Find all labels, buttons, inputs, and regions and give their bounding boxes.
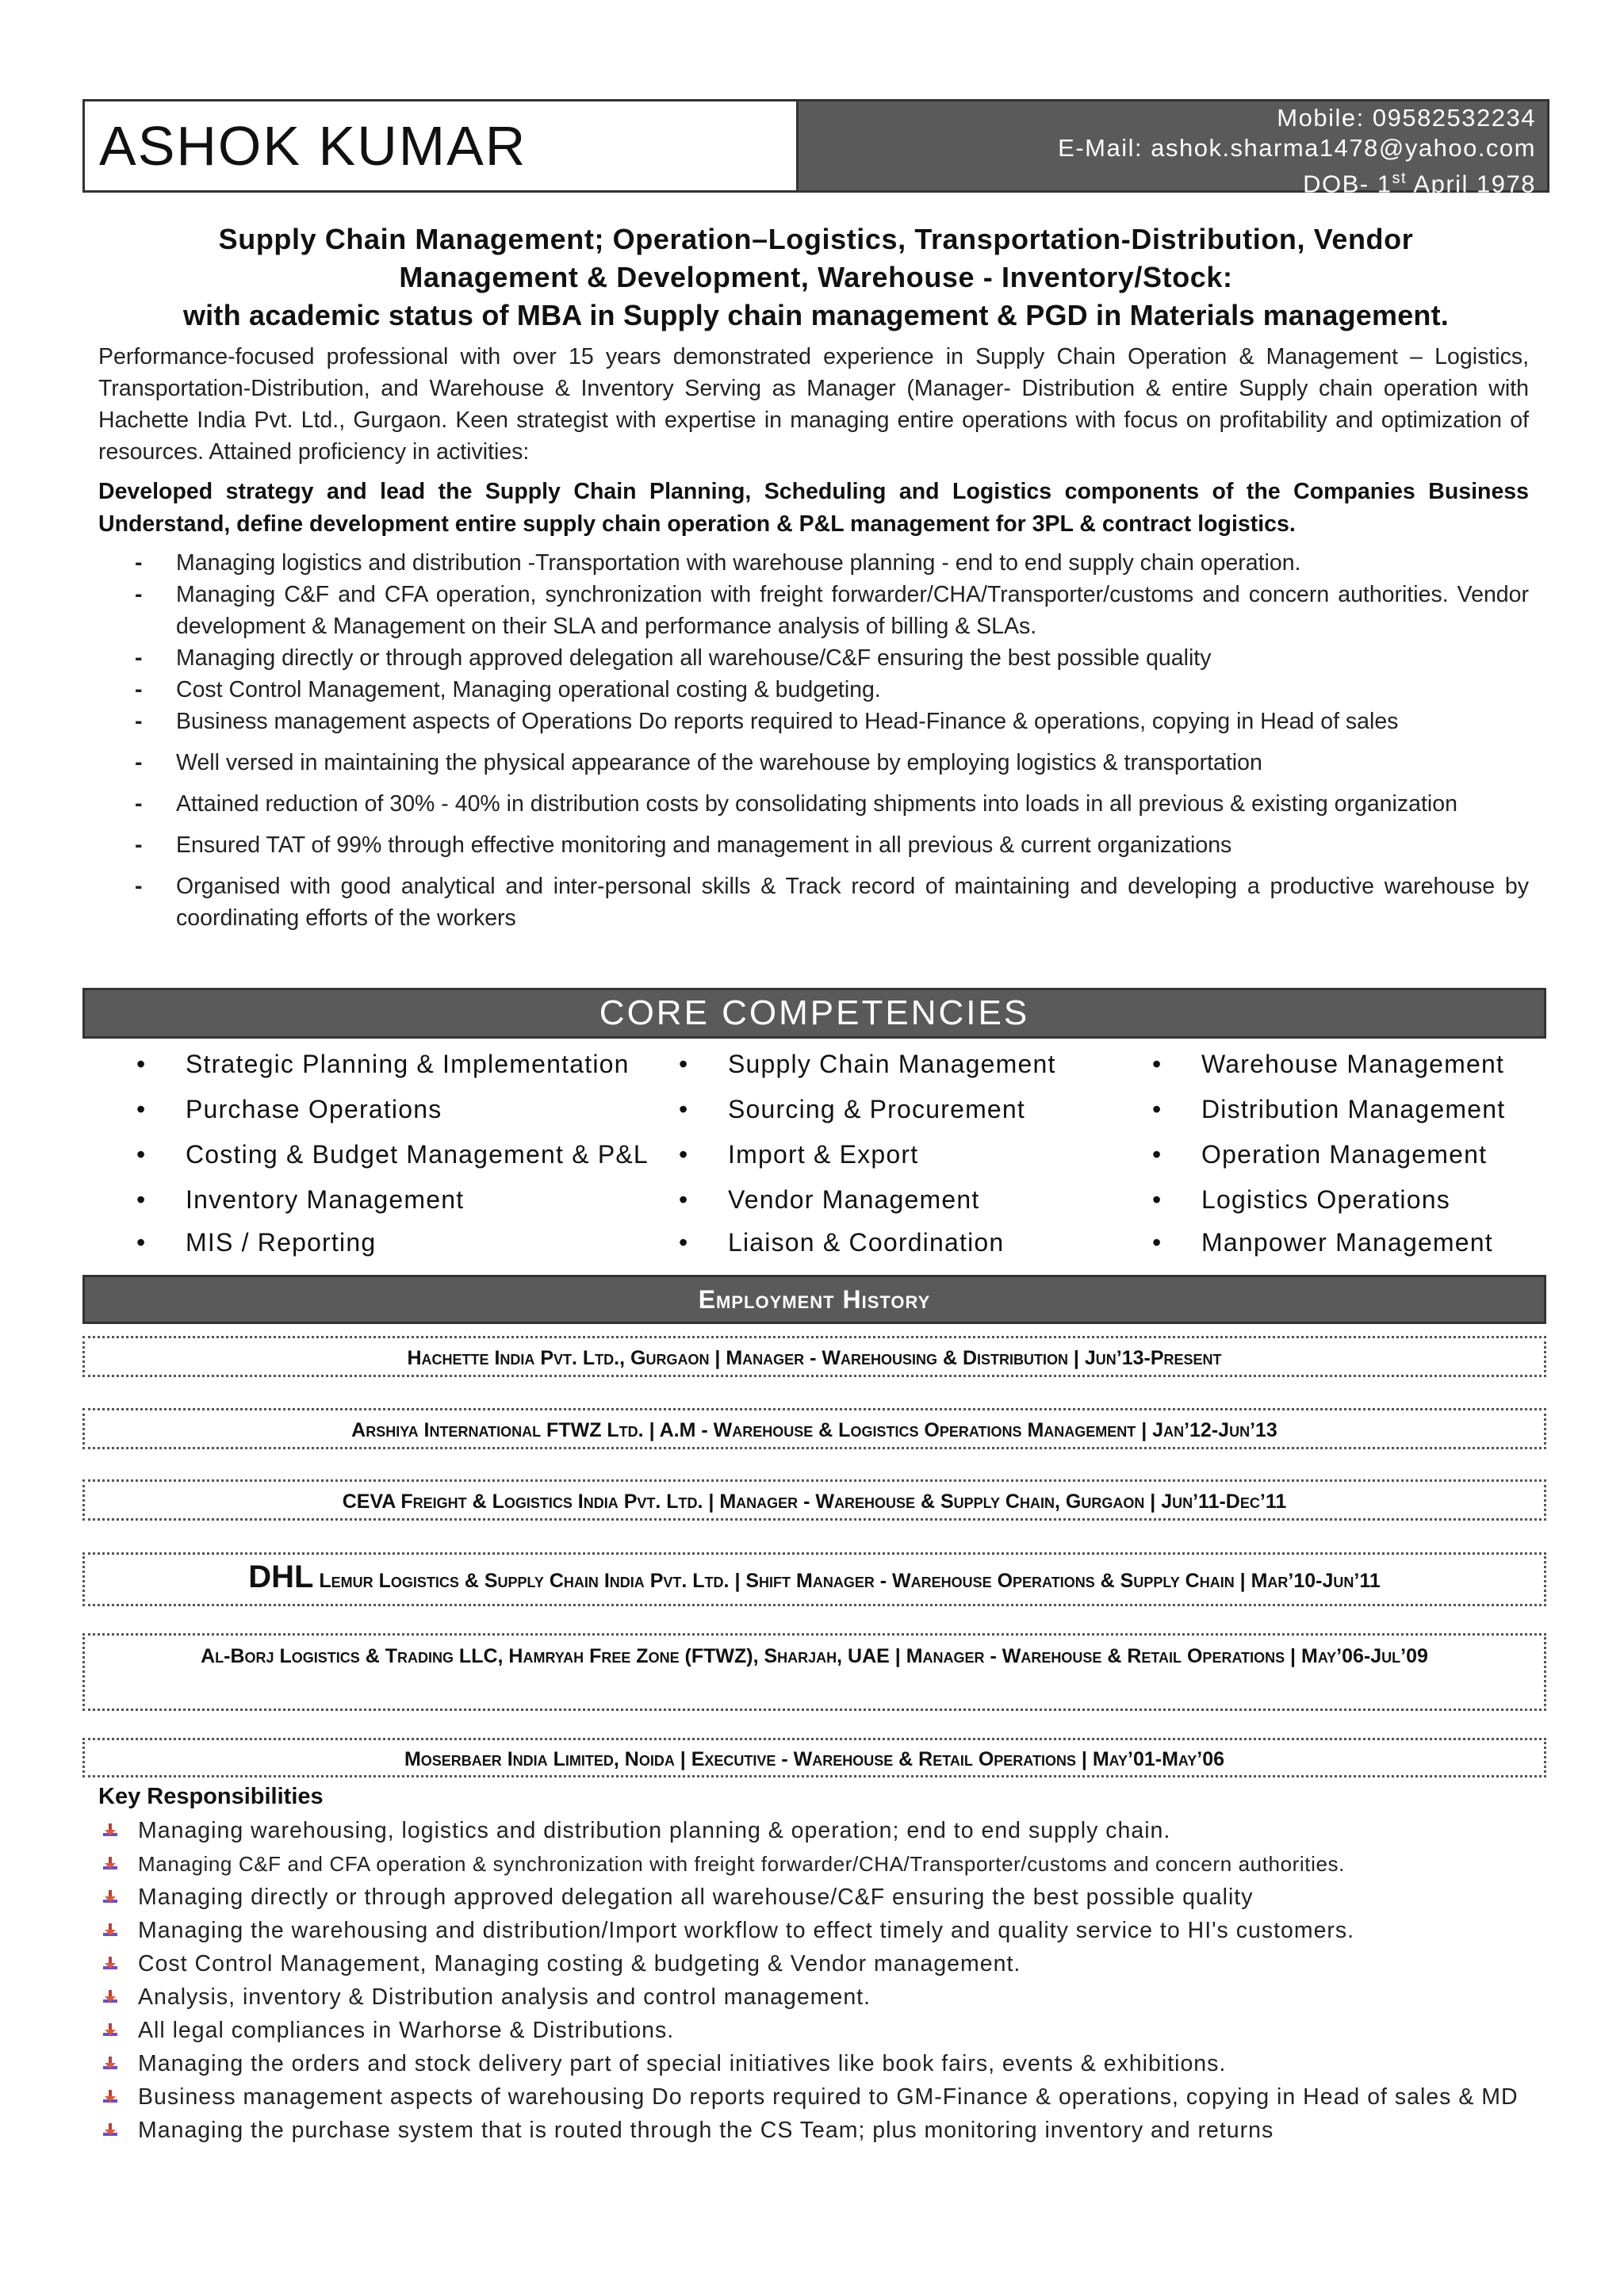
competency-item: • Vendor Management <box>728 1184 980 1215</box>
headline-line: Management & Development, Warehouse - Inventory/Stock: <box>399 261 1233 293</box>
competency-item: • Inventory Management <box>186 1184 464 1215</box>
employment-entry: Arshiya International FTWZ Ltd. | A.M - Warehouse & Logistics Operations Management | Jan’12-Jun’13 <box>82 1408 1546 1449</box>
competency-item: • Warehouse Management <box>1201 1048 1504 1080</box>
arrow-bullet-icon <box>102 1922 119 1939</box>
competency-item: • Sourcing & Procurement <box>728 1093 1025 1125</box>
list-item: - Business management aspects of Operations Do reports required to Head-Finance & operations, copying in Head of sales <box>98 706 1529 737</box>
list-item: - Well versed in maintaining the physical appearance of the warehouse by employing logistics & transportation <box>98 747 1529 779</box>
list-item: - Organised with good analytical and inter-personal skills & Track record of maintaining and developing a productive warehouse by coordinating efforts of the workers <box>98 871 1529 934</box>
employment-entry: Hachette India Pvt. Ltd., Gurgaon | Manager - Warehousing & Distribution | Jun’13-Present <box>82 1336 1546 1377</box>
core-competencies-heading: CORE COMPETENCIES <box>82 988 1546 1039</box>
list-item: - Managing directly or through approved delegation all warehouse/C&F ensuring the best possible quality <box>98 642 1529 674</box>
employment-entry: CEVA Freight & Logistics India Pvt. Ltd. | Manager - Warehouse & Supply Chain, Gurgaon | Jun’11-Dec’11 <box>82 1479 1546 1521</box>
competency-item: • MIS / Reporting <box>186 1226 376 1258</box>
list-item: - Managing C&F and CFA operation, synchronization with freight forwarder/CHA/Transporter/customs and concern authorities. Vendor development & Management on their SLA and performance analysis of billing & SLAs. <box>98 579 1529 642</box>
competency-item: • Import & Export <box>728 1138 918 1170</box>
employment-history-heading: Employment History <box>82 1275 1546 1324</box>
achievement-list <box>98 547 1529 934</box>
list-item: Analysis, inventory & Distribution analysis and control management. <box>98 1980 1534 2014</box>
date-of-birth: DOB- 1st April 1978 <box>1303 170 1536 198</box>
mobile-number: Mobile: 09582532234 <box>1277 104 1536 132</box>
list-item: Managing the purchase system that is routed through the CS Team; plus monitoring inventory and returns <box>98 2114 1534 2147</box>
arrow-bullet-icon <box>102 2088 119 2106</box>
email-address: E-Mail: ashok.sharma1478@yahoo.com <box>1058 134 1536 162</box>
list-item: - Cost Control Management, Managing operational costing & budgeting. <box>98 674 1529 706</box>
competency-item: • Distribution Management <box>1201 1093 1505 1125</box>
resume-header <box>82 99 1549 198</box>
candidate-name: ASHOK KUMAR <box>85 101 799 190</box>
arrow-bullet-icon <box>102 1988 119 2006</box>
competency-item: • Logistics Operations <box>1201 1184 1450 1215</box>
employment-entry <box>82 1552 1546 1606</box>
employment-entry-text: Lemur Logistics & Supply Chain India Pvt. Ltd. | Shift Manager - Warehouse Operations & Supply Chain | Mar’10-Jun’11 <box>319 1570 1381 1592</box>
competency-item: • Costing & Budget Management & P&L <box>186 1138 649 1170</box>
profile-summary: Performance-focused professional with over 15 years demonstrated experience in Supply Chain Operation & Management – Logistics, Transportation-Distribution, and Warehouse & Inventory Serving as Manager (Manager- Distribution & entire Supply chain operation with Hachette India Pvt. Ltd., Gurgaon. Keen strategist with expertise in managing entire operations with focus on profitability and optimization of resources. Attained proficiency in activities: <box>98 344 1529 465</box>
list-item: - Attained reduction of 30% - 40% in distribution costs by consolidating shipments into loads in all previous & existing organization <box>98 788 1529 820</box>
contact-block <box>799 101 1547 198</box>
list-item: Business management aspects of warehousing Do reports required to GM-Finance & operations, copying in Head of sales & MD <box>98 2080 1534 2114</box>
strategy-statement: Developed strategy and lead the Supply Chain Planning, Scheduling and Logistics components of the Companies Business Understand, define development entire supply chain operation & P&L management for 3PL & contract logistics. <box>98 479 1529 537</box>
arrow-bullet-icon <box>102 1822 119 1839</box>
list-item: - Ensured TAT of 99% through effective monitoring and management in all previous & current organizations <box>98 829 1529 861</box>
list-item: Cost Control Management, Managing costing & budgeting & Vendor management. <box>98 1947 1534 1980</box>
competency-item: • Supply Chain Management <box>728 1048 1056 1080</box>
arrow-bullet-icon <box>102 2122 119 2139</box>
arrow-bullet-icon <box>102 2022 119 2039</box>
competency-item: • Purchase Operations <box>186 1093 442 1125</box>
employment-entry: Al-Borj Logistics & Trading LLC, Hamryah Free Zone (FTWZ), Sharjah, UAE | Manager - Warehouse & Retail Operations | May’06-Jul’09 <box>82 1633 1546 1711</box>
profile-headline <box>98 220 1534 335</box>
list-item: - Managing logistics and distribution -Transportation with warehouse planning - end to end supply chain operation. <box>98 547 1529 579</box>
list-item: Managing C&F and CFA operation & synchronization with freight forwarder/CHA/Transporter/customs and concern authorities. <box>98 1847 1534 1881</box>
arrow-bullet-icon <box>102 1955 119 1973</box>
key-responsibilities-heading: Key Responsibilities <box>98 1784 324 1809</box>
dhl-label: DHL <box>248 1559 314 1594</box>
list-item: Managing the orders and stock delivery part of special initiatives like book fairs, events & exhibitions. <box>98 2047 1534 2080</box>
list-item: Managing warehousing, logistics and distribution planning & operation; end to end supply chain. <box>98 1814 1534 1847</box>
responsibilities-list <box>98 1814 1534 2147</box>
arrow-bullet-icon <box>102 1888 119 1906</box>
competency-item: • Manpower Management <box>1201 1226 1493 1258</box>
arrow-bullet-icon <box>102 2055 119 2072</box>
headline-line: Supply Chain Management; Operation–Logistics, Transportation-Distribution, Vendor <box>218 223 1414 255</box>
competency-item: • Operation Management <box>1201 1138 1487 1170</box>
employment-entry: Moserbaer India Limited, Noida | Executive - Warehouse & Retail Operations | May’01-May’06 <box>82 1738 1546 1777</box>
list-item: Managing the warehousing and distribution/Import workflow to effect timely and quality service to HI's customers. <box>98 1914 1534 1947</box>
arrow-bullet-icon <box>102 1855 119 1873</box>
headline-line: with academic status of MBA in Supply chain management & PGD in Materials management. <box>182 299 1449 331</box>
competency-item: • Liaison & Coordination <box>728 1226 1004 1258</box>
list-item: All legal compliances in Warhorse & Distributions. <box>98 2014 1534 2047</box>
competency-item: • Strategic Planning & Implementation <box>186 1048 630 1080</box>
list-item: Managing directly or through approved delegation all warehouse/C&F ensuring the best possible quality <box>98 1881 1534 1914</box>
